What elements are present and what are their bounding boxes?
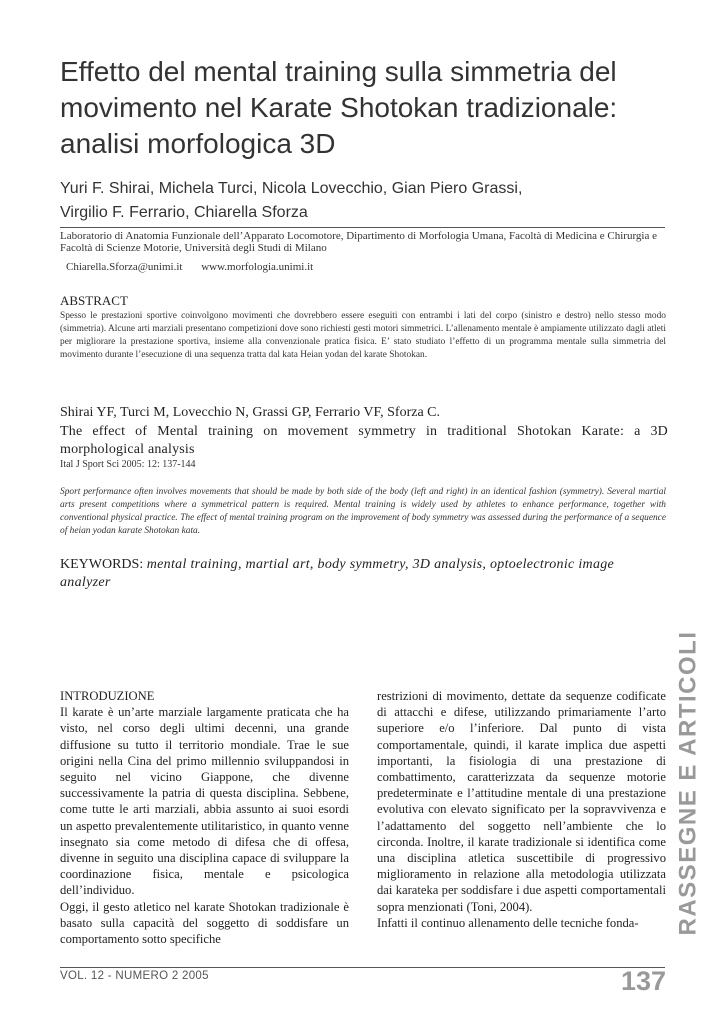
footer-divider	[60, 967, 665, 968]
authors-line-1: Yuri F. Shirai, Michela Turci, Nicola Lovecchio, Gian Piero Grassi,	[60, 180, 523, 197]
body-column-right	[377, 688, 666, 931]
email-link[interactable]: Chiarella.Sforza@unimi.it	[66, 261, 183, 273]
journal-citation: Ital J Sport Sci 2005: 12: 137-144	[60, 459, 196, 470]
section-heading-introduzione: INTRODUZIONE	[60, 689, 155, 703]
english-abstract: Sport performance often involves movements that should be made by both side of the body (left and right) in an identical fashion (symmetry). Several martial arts present competitions where a symmetrical pattern is required. Mental training is widely used by athletes to enhance performance, together with conventional physical practice. The effect of mental training program on the improvement of body symmetry was assessed during the performance of a sequence of heian yodan karate Shotokan kata.	[60, 487, 666, 536]
keywords-label: KEYWORDS:	[60, 557, 147, 572]
keywords-terms: mental training, martial art, body symmetry, 3D analysis, optoelectronic image analyzer	[60, 557, 615, 590]
body-paragraph: Il karate è un’arte marziale largamente praticata che ha visto, nel corso degli ultimi decenni, una grande diffusione su tutto il territorio mondiale. Trae le sue origini nella Cina del primo millennio sviluppandosi in seguito nel vicino Giappone, che divenne successivamente la patria di questa disciplina. Sebbene, come tutte le arti marziali, abbia assunto ai suoi esordi un aspetto prevalentemente utilitaristico, in quanto venne insegnato sia come metodo di difesa che di offesa, divenne in seguito una disciplina capace di sviluppare la coordinazione fisica, mentale e psicologica dell’individuo.	[60, 705, 349, 898]
side-label-text: RASSEGNE E ARTICOLI	[674, 630, 701, 936]
abstract-heading: ABSTRACT	[60, 293, 128, 308]
website-link[interactable]: www.morfologia.unimi.it	[201, 261, 314, 273]
page-number: 137	[620, 966, 666, 996]
authors	[60, 177, 660, 225]
body-column-left	[60, 688, 349, 947]
english-authors: Shirai YF, Turci M, Lovecchio N, Grassi GP, Ferrario VF, Sforza C.	[60, 405, 441, 420]
english-title: The effect of Mental training on movement symmetry in traditional Shotokan Karate: a 3D morphological analysis	[60, 424, 668, 457]
authors-line-2: Virgilio F. Ferrario, Chiarella Sforza	[60, 204, 308, 221]
body-paragraph: Infatti il continuo allenamento delle tecniche fonda-	[377, 915, 639, 930]
body-paragraph: Oggi, il gesto atletico nel karate Shotokan tradizionale è basato sulla capacità del soggetto di soddisfare un comportamento sotto specifiche	[60, 899, 349, 947]
article-title: Effetto del mental training sulla simmetria del movimento nel Karate Shotokan tradizionale: analisi morfologica 3D	[60, 56, 618, 159]
footer-volume: VOL. 12 - NUMERO 2 2005	[60, 970, 209, 982]
header-divider	[60, 227, 665, 228]
affiliation: Laboratorio di Anatomia Funzionale dell’Apparato Locomotore, Dipartimento di Morfologia Umana, Facoltà di Medicina e Chirurgia e Facoltà di Scienze Motorie, Università degli Studi di Milano	[60, 230, 657, 254]
section-side-label	[668, 618, 708, 948]
keywords	[60, 556, 666, 592]
abstract-text: Spesso le prestazioni sportive coinvolgono movimenti che dovrebbero essere eseguiti con entrambi i lati del corpo (sinistro e destro) nello stesso modo (simmetria). Alcune arti marziali presentano competizioni dove sono richiesti gesti motori simmetrici. L’allenamento mentale è ampiamente utilizzato dagli atleti per migliorare la prestazione sportiva, insieme alla convenzionale pratica fisica. E’ stato studiato l’effetto di un programma mentale sulla simmetria del movimento durante l’esecuzione di una sequenza tratta dal kata Heian yodan del karate Shotokan.	[60, 311, 666, 360]
body-paragraph: restrizioni di movimento, dettate da sequenze codificate di attacchi e difese, utilizzando primariamente l’arto superiore e/o l’inferiore. Dal punto di vista comportamentale, quindi, il karate implica due aspetti importanti, la fisiologia di una prestazione di combattimento, caratterizzata da sequenze motorie predeterminate e l’attitudine mentale di una prestazione evolutiva con elevato significato per la sopravvivenza e l’adattamento del soggetto nell’ambiente che lo circonda. Inoltre, il karate tradizionale si identifica come una disciplina atletica suscettibile di progressivo miglioramento in relazione alla metodologia utilizzata dai karateka per soddisfare i due aspetti comportamentali sopra menzionati (Toni, 2004).	[377, 689, 666, 914]
contact-info	[66, 261, 329, 273]
